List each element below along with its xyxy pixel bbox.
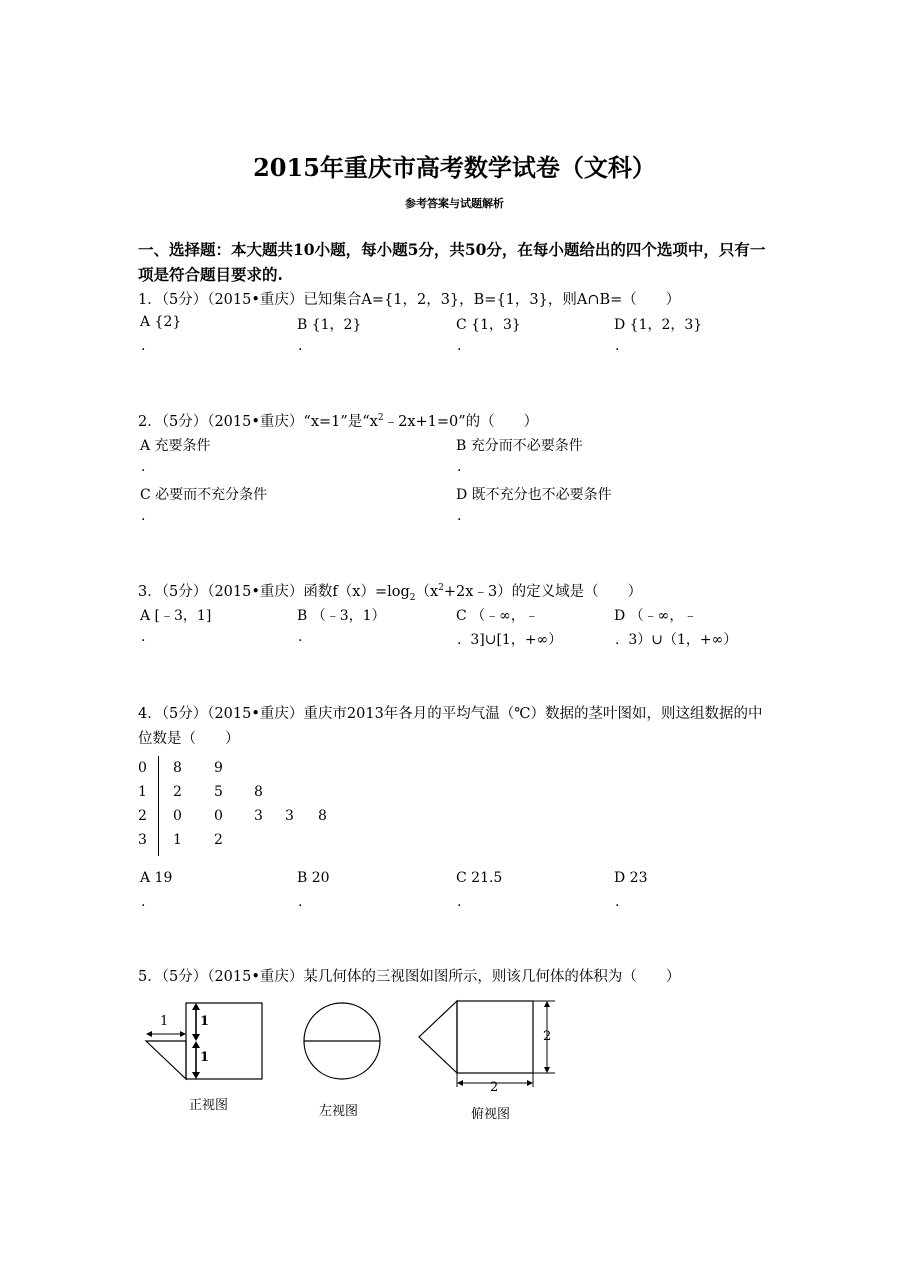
- q1-option-d: D {1，2，3}: [614, 317, 703, 333]
- top-view-square: [457, 1001, 533, 1073]
- q1-dot-a: .: [141, 338, 146, 354]
- top-view-figure: [415, 995, 560, 1095]
- dim-label: 2: [490, 1080, 499, 1095]
- q3-dot-a: .: [141, 629, 146, 645]
- front-view-square: [186, 1003, 262, 1079]
- q4-dot-d: .: [615, 894, 620, 910]
- q3-option-d: D （﹣∞，﹣: [614, 608, 698, 624]
- dim-label: 1: [160, 1014, 169, 1029]
- front-view-figure: [138, 995, 268, 1087]
- leaf: 3: [254, 808, 263, 824]
- q4-option-a: A 19: [140, 870, 173, 886]
- leaf: 2: [173, 784, 182, 800]
- q2-dot-c: .: [141, 508, 146, 524]
- stem-3: 3: [138, 832, 147, 848]
- q1-dot-d: .: [615, 338, 620, 354]
- front-view-triangle: [146, 1041, 186, 1079]
- q3-option-d-cont: . 3）∪（1，+∞）: [615, 632, 738, 648]
- side-view-label: 左视图: [319, 1104, 359, 1119]
- arrow-head-up: [192, 1003, 200, 1010]
- leaf: 0: [214, 808, 223, 824]
- section-heading: 一、选择题：本大题共10小题，每小题5分，共50分，在每小题给出的四个选项中，只有一项是符合题目要求的.: [138, 240, 766, 284]
- stem-2: 2: [138, 808, 147, 824]
- front-view-label: 正视图: [189, 1098, 229, 1113]
- q2-dot-a: .: [141, 459, 146, 475]
- dim-label: 1: [200, 1014, 210, 1029]
- leaf: 3: [285, 808, 294, 824]
- leaf: 8: [318, 808, 327, 824]
- q4-option-c: C 21.5: [456, 870, 503, 886]
- q1-dot-b: .: [298, 338, 303, 354]
- q3-option-b: B （﹣3，1）: [297, 608, 386, 624]
- stem-leaf-plot: [138, 756, 358, 856]
- q3-option-c: C （﹣∞，﹣: [456, 608, 539, 624]
- arrow-head-down: [192, 1072, 200, 1079]
- leaf: 5: [214, 784, 223, 800]
- q4-option-b: B 20: [297, 870, 330, 886]
- top-view-triangle: [419, 1001, 457, 1073]
- arrow-head-left: [146, 1031, 152, 1037]
- q1-option-b: B {1，2}: [297, 317, 362, 333]
- q4-dot-b: .: [298, 894, 303, 910]
- q2-option-b: B 充分而不必要条件: [456, 438, 583, 454]
- leaf: 8: [173, 760, 182, 776]
- stem-0: 0: [138, 760, 147, 776]
- q3-option-a: A [﹣3，1]: [140, 608, 212, 624]
- top-view-label: 俯视图: [471, 1107, 511, 1122]
- question-4-text: 4．（5分）（2015•重庆）重庆市2013年各月的平均气温（℃）数据的茎叶图如，则这组数据的中位数是（ ）: [138, 706, 763, 747]
- q4-dot-c: .: [457, 894, 462, 910]
- side-view-figure: [300, 1000, 390, 1082]
- arrow-head-down: [192, 1034, 200, 1041]
- arrow-head-right: [527, 1080, 533, 1086]
- q4-dot-a: .: [141, 894, 146, 910]
- leaf: 1: [173, 832, 182, 848]
- q1-dot-c: .: [457, 338, 462, 354]
- arrow-head-left: [457, 1080, 463, 1086]
- stem-divider: [158, 756, 159, 856]
- stem-1: 1: [138, 784, 147, 800]
- leaf: 0: [173, 808, 182, 824]
- leaf: 2: [214, 832, 223, 848]
- leaf: 9: [214, 760, 223, 776]
- arrow-head-right: [180, 1031, 186, 1037]
- question-2-text: 2．（5分）（2015•重庆）“x=1”是“$x^2﹣2x+1=0$”的（ ）: [138, 413, 539, 430]
- arrow-head-up: [544, 1001, 550, 1007]
- question-5-text: 5．（5分）（2015•重庆）某几何体的三视图如图所示，则该几何体的体积为（ ）: [138, 969, 681, 985]
- question-1-text: 1．（5分）（2015•重庆）已知集合A={1，2，3}，B={1，3}，则A∩B=（ ）: [138, 292, 681, 308]
- arrow-head-up: [192, 1041, 200, 1048]
- arrow-head-down: [544, 1067, 550, 1073]
- q2-dot-d: .: [457, 508, 462, 524]
- q2-option-d: D 既不充分也不必要条件: [456, 487, 612, 503]
- leaf: 8: [254, 784, 263, 800]
- dim-label: 2: [543, 1029, 552, 1044]
- q3-dot-b: .: [298, 629, 303, 645]
- q2-option-a: A 充要条件: [140, 438, 211, 454]
- question-3-text: 3．（5分）（2015•重庆）函数$f(x)=\log_2(x^2+2x﹣3)$的定义域是（ ）: [138, 583, 643, 603]
- q2-dot-b: .: [457, 459, 462, 475]
- q1-option-c: C {1，3}: [456, 317, 521, 333]
- q4-option-d: D 23: [614, 870, 648, 886]
- dim-label: 1: [200, 1050, 210, 1065]
- q2-option-c: C 必要而不充分条件: [140, 487, 268, 503]
- page-title: 2015年重庆市高考数学试卷（文科）: [253, 153, 656, 182]
- q1-option-a: A {2}: [140, 314, 182, 330]
- page-subtitle: 参考答案与试题解析: [405, 197, 504, 210]
- q3-option-c-cont: . 3]∪[1，+∞）: [457, 632, 563, 648]
